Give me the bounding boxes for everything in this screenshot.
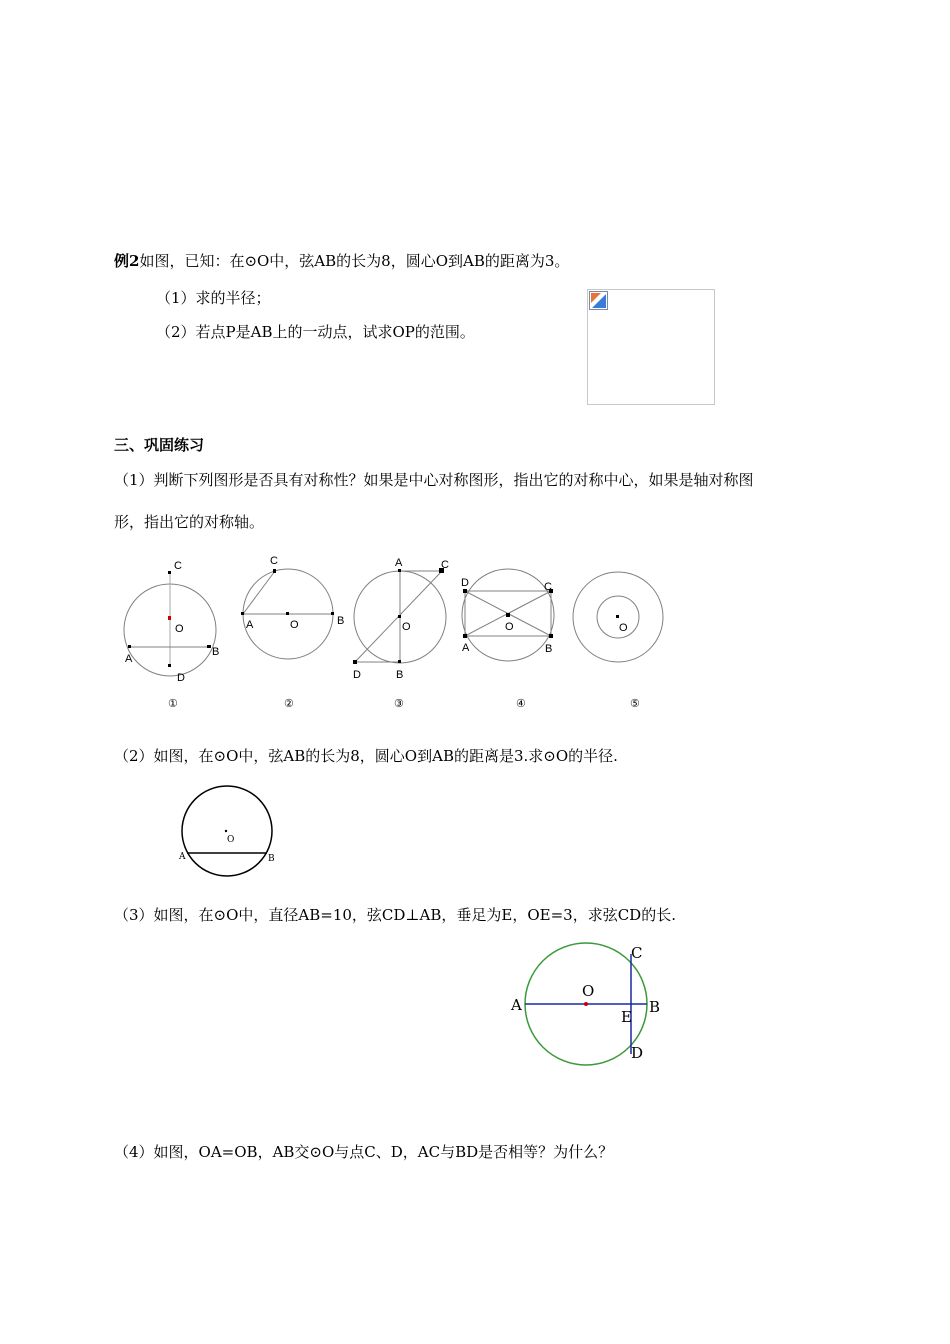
symmetry-figures (110, 550, 670, 720)
fig3-label-b: B (396, 669, 404, 681)
problem3-figure (505, 938, 675, 1068)
fig2-label-b: B (337, 615, 345, 627)
p3-label-o: O (582, 982, 595, 1000)
fig3-label-c: C (441, 559, 449, 571)
fig1-label-o: O (175, 623, 184, 635)
fig1-label-b: B (212, 646, 220, 658)
p3-label-c: C (631, 944, 643, 962)
example2-text: 如图，已知：在⊙O中，弦AB的长为8，圆心O到AB的距离为3。 (139, 252, 570, 270)
fig2-label-o: O (290, 619, 299, 631)
fig5-label-o: O (619, 622, 628, 634)
fig4-label-d: D (461, 577, 469, 589)
fig1-label-c: C (174, 560, 182, 572)
problem4-text: （4）如图，OA=OB，AB交⊙O与点C、D，AC与BD是否相等？为什么？ (114, 1143, 614, 1161)
fig4-caption: ④ (516, 698, 526, 710)
fig2-label-a: A (246, 619, 254, 631)
fig5-caption: ⑤ (630, 698, 640, 710)
problem1-line1: （1）判断下列图形是否具有对称性？如果是中心对称图形，指出它的对称中心，如果是轴对称图 (114, 471, 754, 489)
fig1-label-d: D (177, 672, 185, 684)
fig1-caption: ① (168, 698, 178, 710)
p3-label-b: B (649, 998, 661, 1016)
p2-label-b: B (268, 854, 275, 864)
p3-label-e: E (621, 1008, 632, 1026)
fig4-label-b: B (545, 643, 553, 655)
section3-heading: 三、巩固练习 (114, 436, 205, 454)
fig3-caption: ③ (394, 698, 404, 710)
problem2-figure (175, 785, 285, 885)
fig4-label-o: O (505, 621, 514, 633)
problem3-text: （3）如图，在⊙O中，直径AB=10，弦CD⊥AB，垂足为E，OE=3，求弦CD的长. (114, 906, 676, 924)
fig1-label-a: A (125, 653, 133, 665)
fig4-label-a: A (462, 642, 470, 654)
fig3-label-d: D (353, 669, 361, 681)
p2-label-a: A (179, 852, 186, 862)
fig2-label-c: C (270, 555, 278, 567)
p3-label-a: A (511, 996, 522, 1014)
broken-image-icon (589, 291, 608, 310)
problem2-text: （2）如图，在⊙O中，弦AB的长为8，圆心O到AB的距离是3.求⊙O的半径. (114, 747, 618, 765)
problem1-line2: 形，指出它的对称轴。 (114, 513, 265, 531)
p2-label-o: O (227, 835, 235, 845)
broken-image-placeholder (587, 289, 715, 405)
fig3-label-o: O (402, 621, 411, 633)
example2-question2: （2）若点P是AB上的一动点，试求OP的范围。 (156, 323, 475, 341)
fig4-label-c: C (544, 581, 552, 593)
p3-label-d: D (631, 1044, 644, 1062)
example2-label: 例2 (114, 252, 140, 270)
fig2-caption: ② (284, 698, 294, 710)
fig3-label-a: A (395, 557, 403, 569)
example2-statement (114, 251, 569, 271)
example2-question1: （1）求的半径； (156, 289, 271, 307)
